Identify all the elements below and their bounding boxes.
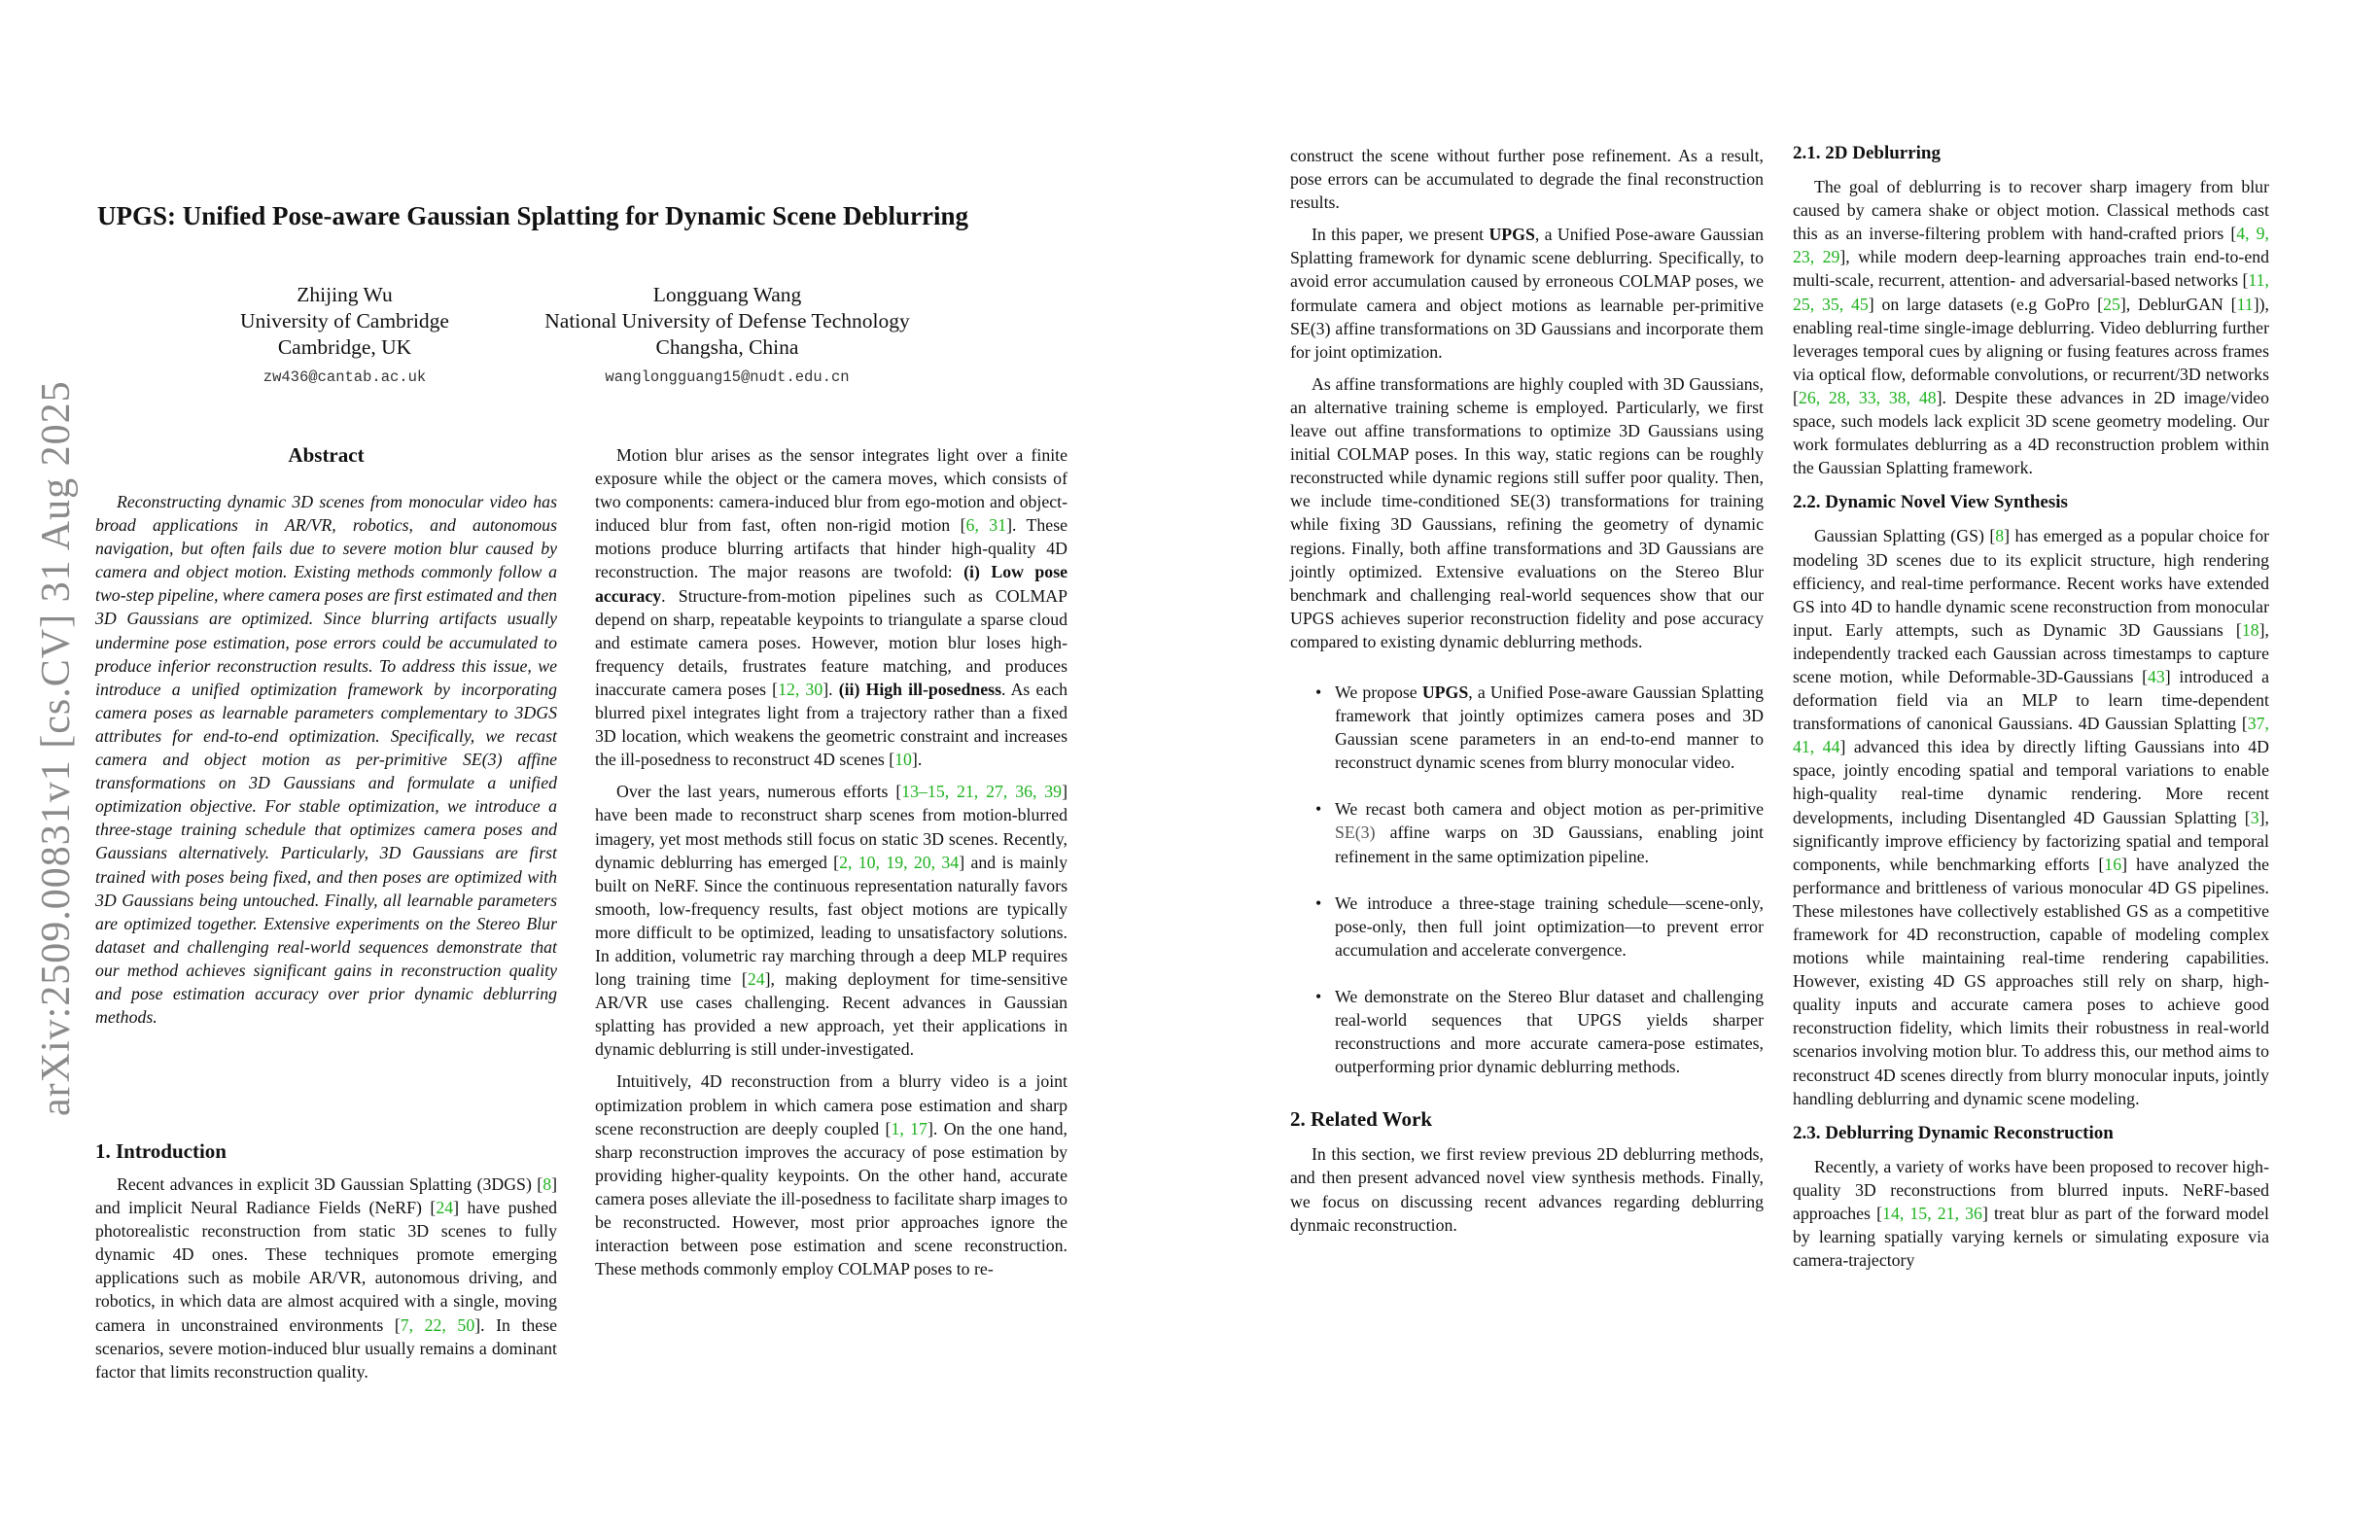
subsection-heading-2-2: 2.2. Dynamic Novel View Synthesis xyxy=(1793,492,2068,513)
dynamic-nvs-paragraph: Gaussian Splatting (GS) [8] has emerged as a popular choice for modeling 3D scenes due to its explicit structure, high rendering efficiency, and real-time performance. Recent works have extended GS into 4D to handle dynamic scene reconstruction from monocular input. Early attempts, such as Dynamic 3D Gaussians [18], independently tracked each Gaussian across timestamps to capture scene motion, while Deformable-3D-Gaussians [43] introduced a deformation field via an MLP to learn time-dependent transformations of canonical Gaussians. 4D Gaussian Splatting [37, 41, 44] advanced this idea by directly lifting Gaussians into 4D space, jointly encoding spatial and temporal variations to enable high-quality real-time dynamic rendering. More recent developments, including Disentangled 4D Gaussian Splatting [3], significantly improve efficiency by factorizing spatial and temporal components, while benchmarking efforts [16] have analyzed the performance and brittleness of various monocular 4D GS pipelines. These milestones have collectively established GS as a competitive framework for 4D reconstruction, capable of modeling complex motions while maintaining real-time rendering capabilities. However, existing 4D GS approaches still rely on sharp, high-quality inputs and accurate camera poses to achieve good reconstruction fidelity, which limits their robustness in real-world scenarios involving motion blur. To address this, our method aims to reconstruct 4D scenes directly from blurry monocular inputs, jointly handling deblurring and dynamic scene modeling. xyxy=(1793,526,2270,1108)
citation-link[interactable]: 25 xyxy=(2103,294,2120,314)
intro-column-2 xyxy=(595,443,1068,1280)
intro-column-1 xyxy=(95,1172,557,1383)
citation-link[interactable]: 10 xyxy=(894,750,912,770)
citation-link[interactable]: 24 xyxy=(747,969,765,990)
citation-link[interactable]: 13–15, 21, 27, 36, 39 xyxy=(901,782,1063,802)
subsection-heading-2-3: 2.3. Deblurring Dynamic Reconstruction xyxy=(1793,1122,2114,1143)
citation-link[interactable]: 26, 28, 33, 38, 48 xyxy=(1798,387,1937,407)
citation-link[interactable]: 8 xyxy=(542,1174,552,1194)
right-column-1 xyxy=(1290,144,1764,1237)
deblurring-dynamic-paragraph: Recently, a variety of works have been proposed to recover high-quality 3D reconstructions from blurred inputs. NeRF-based approaches [14, 15, 21, 36] treat blur as part of the forward model by learning spatially varying kernels or simulating exposure via camera-trajectory xyxy=(1793,1156,2269,1271)
citation-link[interactable]: 12, 30 xyxy=(778,679,823,699)
author-location: Cambridge, UK xyxy=(277,335,412,359)
abstract-heading: Abstract xyxy=(288,443,365,467)
citation-link[interactable]: 11, 25, 35, 45 xyxy=(1793,270,2269,314)
author-affiliation: University of Cambridge xyxy=(240,309,449,332)
arxiv-identifier[interactable]: arXiv:2509.00831v1 [cs.CV] 31 Aug 2025 xyxy=(34,380,79,1116)
author-name: Longguang Wang xyxy=(652,283,802,306)
citation-link[interactable]: 16 xyxy=(2104,854,2122,874)
citation-link[interactable]: 11 xyxy=(2236,294,2254,314)
author-block-2 xyxy=(523,282,931,391)
contribution-item: • We demonstrate on the Stereo Blur dataset and challenging real-world sequences that UPGS yields sharper reconstructions and more accurate camera-pose estimates, outperforming prior dynamic deblurring methods. xyxy=(1312,985,1764,1078)
citation-link[interactable]: 37, 41, 44 xyxy=(1793,714,2269,757)
intro-paragraph-4: Intuitively, 4D reconstruction from a blurry video is a joint optimization problem in which camera pose estimation and sharp scene reconstruction are deeply coupled [1, 17]. On the one hand, sharp reconstruction improves the accuracy of pose estimation by providing higher-quality keypoints. On the other hand, accurate camera poses alleviate the ill-posedness to facilitate sharp images to be reconstructed. However, most prior approaches ignore the interaction between pose estimation and scene reconstruction. These methods commonly employ COLMAP poses to re- xyxy=(595,1071,1068,1279)
citation-link[interactable]: 8 xyxy=(1995,526,2005,546)
author-block-1 xyxy=(226,282,464,391)
contribution-item: • We recast both camera and object motion as per-primitive SE(3) affine warps on 3D Gaussians, enabling joint refinement in the same optimization pipeline. xyxy=(1312,797,1764,867)
page-right xyxy=(1190,0,2380,1540)
citation-link[interactable]: 14, 15, 21, 36 xyxy=(1882,1204,1982,1224)
contribution-item: • We propose UPGS, a Unified Pose-aware Gaussian Splatting framework that jointly optimizes camera poses and 3D Gaussian scene parameters in an end-to-end manner to reconstruct dynamic scenes from blurry monocular video. xyxy=(1312,681,1764,774)
related-work-intro: In this section, we first review previous 2D deblurring methods, and then present advanced novel view synthesis methods. Finally, we focus on discussing recent advances regarding deblurring dynmaic reconstruction. xyxy=(1290,1144,1764,1235)
subsection-heading-2-1: 2.1. 2D Deblurring xyxy=(1793,143,1941,163)
author-location: Changsha, China xyxy=(655,335,799,359)
citation-link[interactable]: 24 xyxy=(436,1198,454,1218)
citation-link[interactable]: 1, 17 xyxy=(891,1118,928,1138)
author-name: Zhijing Wu xyxy=(297,283,393,306)
related-work-heading: 2. Related Work xyxy=(1290,1107,1433,1132)
intro-paragraph-2: Motion blur arises as the sensor integrates light over a finite exposure while the object or the camera moves, which consists of two components: camera-induced blur from ego-motion and object-induced blur from fast, often non-rigid motion [6, 31]. These motions produce blurring artifacts that hinder high-quality 4D reconstruction. The major reasons are twofold: (i) Low pose accuracy. Structure-from-motion pipelines such as COLMAP depend on sharp, repeatable keypoints to triangulate a sparse cloud and estimate camera poses. However, motion blur loses high-frequency details, frustrates feature matching, and produces inaccurate camera poses [12, 30]. (ii) High ill-posedness. As each blurred pixel integrates light from a trajectory rather than a fixed 3D location, which weakens the geometric constraint and increases the ill-posedness to reconstruct 4D scenes [10]. xyxy=(595,445,1068,770)
author-affiliation: National University of Defense Technology xyxy=(544,309,910,332)
right-column-2 xyxy=(1793,142,2269,1272)
citation-link[interactable]: 6, 31 xyxy=(965,515,1007,536)
citation-link[interactable]: 2, 10, 19, 20, 34 xyxy=(839,852,960,872)
abstract-body xyxy=(95,490,557,1029)
paper-title: UPGS: Unified Pose-aware Gaussian Splatting for Dynamic Scene Deblurring xyxy=(97,201,969,230)
citation-link[interactable]: 7, 22, 50 xyxy=(400,1314,475,1335)
intro-paragraph-6: In this paper, we present UPGS, a Unified Pose-aware Gaussian Splatting framework for dynamic scene deblurring. Specifically, to avoid error accumulation caused by erroneous COLMAP poses, we formulate camera and object motions as learnable per-primitive SE(3) affine transformations on 3D Gaussians and incorporate them for joint optimization. xyxy=(1290,225,1764,362)
abstract-text: Reconstructing dynamic 3D scenes from monocular video has broad applications in AR/VR, robotics, and autonomous navigation, but often fails due to severe motion blur caused by camera and object motion. Existing methods commonly follow a two-step pipeline, where camera poses are first estimated and then 3D Gaussians are optimized. Since blurring artifacts usually undermine pose estimation, pose errors could be accumulated to produce inferior reconstruction results. To address this issue, we introduce a unified optimization framework by incorporating camera poses as learnable parameters complementary to 3DGS attributes for end-to-end optimization. Specifically, we recast camera and object motion as per-primitive SE(3) affine transformations on 3D Gaussians and formulate a unified optimization objective. For stable optimization, we introduce a three-stage training schedule that optimizes camera poses and Gaussians alternatively. Particularly, 3D Gaussians are first trained with poses being fixed, and then poses are optimized with 3D Gaussians being untouched. Finally, all learnable parameters are optimized together. Extensive experiments on the Stereo Blur dataset and challenging real-world sequences demonstrate that our method achieves significant gains in reconstruction quality and pose estimation accuracy over prior dynamic deblurring methods. xyxy=(95,492,557,1028)
author-email[interactable]: wanglongguang15@nudt.edu.cn xyxy=(605,368,850,386)
intro-paragraph-5: construct the scene without further pose refinement. As a result, pose errors can be accumulated to degrade the final reconstruction results. xyxy=(1290,146,1764,213)
author-email[interactable]: zw436@cantab.ac.uk xyxy=(262,368,427,386)
contribution-item: • We introduce a three-stage training schedule—scene-only, pose-only, then full joint optimization—to prevent error accumulation and accelerate convergence. xyxy=(1312,892,1764,962)
citation-link[interactable]: 4, 9, 23, 29 xyxy=(1793,224,2269,267)
introduction-heading: 1. Introduction xyxy=(95,1139,227,1163)
deblurring-paragraph: The goal of deblurring is to recover sharp imagery from blur caused by camera shake or object motion. Classical methods cast this as an inverse-filtering problem with hand-crafted priors [4, 9, 23, 29], while modern deep-learning approaches train end-to-end multi-scale, recurrent, attention- and adversarial-based networks [11, 25, 35, 45] on large datasets (e.g GoPro [25], DeblurGAN [11]), enabling real-time single-image deblurring. Video deblurring further leverages temporal cues by aligning or fusing features across frames via optical flow, deformable convolutions, or recurrent/3D networks [26, 28, 33, 38, 48]. Despite these advances in 2D image/video space, such models lack explicit 3D scene geometry modeling. Our work formulates deblurring as a 4D reconstruction problem within the Gaussian Splatting framework. xyxy=(1793,177,2270,478)
citation-link[interactable]: 3 xyxy=(2250,807,2259,827)
contribution-list xyxy=(1312,681,1764,1078)
intro-paragraph-3: Over the last years, numerous efforts [13–15, 21, 27, 36, 39] have been made to reconstruct sharp scenes from motion-blurred imagery, yet most methods still focus on static 3D scenes. Recently, dynamic deblurring has emerged [2, 10, 19, 20, 34] and is mainly built on NeRF. Since the continuous representation naturally favors smooth, low-frequency results, fast object motions are typically more difficult to be optimized, leading to unsatisfactory solutions. In addition, volumetric ray marching through a deep MLP requires long training time [24], making deployment for time-sensitive AR/VR use cases challenging. Recent advances in Gaussian splatting has provided a new approach, yet their applications in dynamic deblurring is still under-investigated. xyxy=(595,782,1068,1060)
citation-link[interactable]: 43 xyxy=(2148,666,2165,686)
intro-paragraph-1: Recent advances in explicit 3D Gaussian Splatting (3DGS) [8] and implicit Neural Radiance Fields (NeRF) [24] have pushed photorealistic reconstruction from static 3D scenes to fully dynamic 4D ones. These techniques promote emerging applications such as mobile AR/VR, autonomous driving, and robotics, in which data are almost acquired with a single, moving camera in unconstrained environments [7, 22, 50]. In these scenarios, severe motion-induced blur usually remains a dominant factor that limits reconstruction quality. xyxy=(95,1174,558,1382)
citation-link[interactable]: 18 xyxy=(2241,619,2259,640)
intro-paragraph-7: As affine transformations are highly coupled with 3D Gaussians, an alternative training scheme is employed. Particularly, we first leave out affine transformations to optimize 3D Gaussians using initial COLMAP poses. In this way, static regions can be roughly reconstructed while dynamic regions still suffer poor quality. Then, we include time-conditioned SE(3) transformations for training while fixing 3D Gaussians, refining the geometry of dynamic regions. Finally, both affine transformations and 3D Gaussians are jointly optimized. Extensive evaluations on the Stereo Blur benchmark and challenging real-world sequences show that our UPGS achieves superior reconstruction fidelity and pose accuracy compared to existing dynamic deblurring methods. xyxy=(1290,373,1764,651)
